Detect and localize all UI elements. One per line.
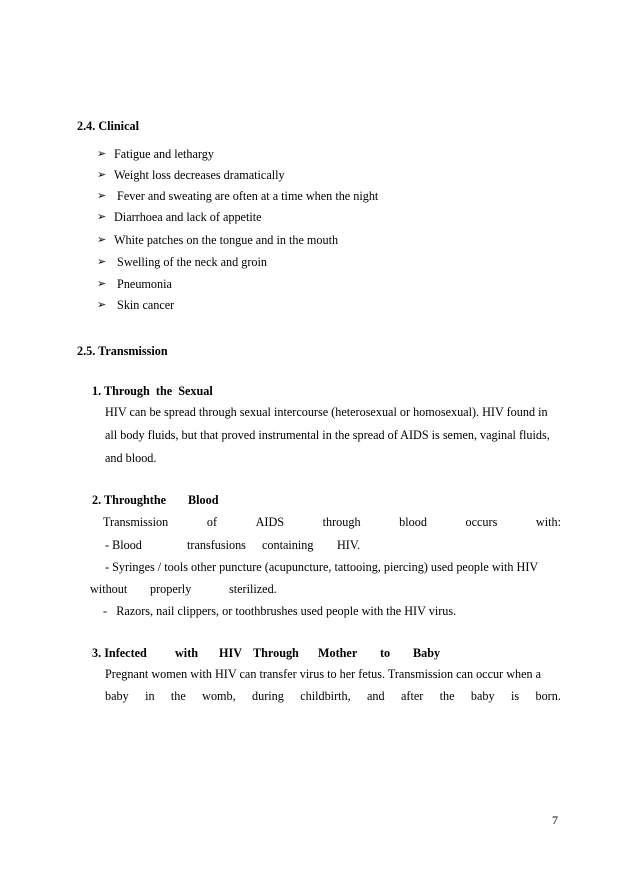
blood-list-item-2-word: properly <box>150 582 192 596</box>
blood-list-item-2-word: without <box>90 582 128 596</box>
word: womb, <box>202 689 236 703</box>
word: the <box>439 689 455 703</box>
blood-list-item-2-line-1: - Syringes / tools other puncture (acupuncture, tattooing, piercing) used people with HIV <box>105 560 539 574</box>
word: AIDS <box>255 515 285 529</box>
blood-list-item-1-word: - Blood <box>105 538 142 552</box>
subsection-heading-mother-word: Through <box>253 646 299 660</box>
paragraph-line: all body fluids, but that proved instrumental in the spread of AIDS is semen, vaginal fluids, <box>105 428 550 442</box>
blood-intro-line <box>103 515 561 530</box>
subsection-heading-mother-word: Baby <box>413 646 441 660</box>
word: blood <box>399 515 427 529</box>
word: Transmission <box>103 515 169 529</box>
word: after <box>400 689 424 703</box>
subsection-heading-mother-word: 3. Infected <box>92 646 147 660</box>
arrow-bullet-icon: ➢ <box>97 210 107 223</box>
list-item <box>97 188 378 204</box>
word: of <box>206 515 217 529</box>
list-item <box>97 232 338 248</box>
arrow-bullet-icon: ➢ <box>97 255 107 268</box>
list-item <box>97 209 262 225</box>
blood-list-item-3: - Razors, nail clippers, or toothbrushes used people with the HIV virus. <box>103 604 457 618</box>
word: childbirth, <box>300 689 351 703</box>
word: baby <box>470 689 495 703</box>
subsection-heading-blood-word-1: 2. Throughthe <box>92 493 167 507</box>
subsection-heading-mother-word: with <box>175 646 199 660</box>
word: baby <box>105 689 129 703</box>
list-item <box>97 297 174 313</box>
subsection-heading-mother-word: to <box>380 646 391 660</box>
list-item-text: Fever and sweating are often at a time when the night <box>114 189 379 203</box>
arrow-bullet-icon: ➢ <box>97 147 107 160</box>
subsection-heading-blood-word-2: Blood <box>188 493 219 507</box>
section-heading-transmission: 2.5. Transmission <box>77 344 168 358</box>
subsection-heading-mother-word: HIV <box>219 646 243 660</box>
blood-list-item-1-word: transfusions <box>187 538 246 552</box>
list-item <box>97 167 285 183</box>
subsection-heading-mother-word: Mother <box>318 646 358 660</box>
list-item-text: Weight loss decreases dramatically <box>114 168 285 182</box>
paragraph-line: Pregnant women with HIV can transfer virus to her fetus. Transmission can occur when a <box>105 667 542 681</box>
arrow-bullet-icon: ➢ <box>97 233 107 246</box>
list-item <box>97 146 214 162</box>
page-number: 7 <box>552 813 558 827</box>
word: with: <box>535 515 561 529</box>
word: through <box>322 515 361 529</box>
word: born. <box>535 689 561 703</box>
list-item-text: Pneumonia <box>114 277 172 291</box>
blood-list-item-1-word: containing <box>262 538 314 552</box>
list-item-text: White patches on the tongue and in the mouth <box>114 233 339 247</box>
list-item-text: Skin cancer <box>114 298 175 312</box>
arrow-bullet-icon: ➢ <box>97 298 107 311</box>
paragraph-line: and blood. <box>105 451 157 465</box>
arrow-bullet-icon: ➢ <box>97 189 107 202</box>
arrow-bullet-icon: ➢ <box>97 277 107 290</box>
list-item-text: Diarrhoea and lack of appetite <box>114 210 262 224</box>
list-item <box>97 254 267 270</box>
word: is <box>510 689 520 703</box>
list-item-text: Swelling of the neck and groin <box>114 255 267 269</box>
arrow-bullet-icon: ➢ <box>97 168 107 181</box>
paragraph-line: HIV can be spread through sexual intercourse (heterosexual or homosexual). HIV found in <box>105 405 548 419</box>
section-heading-clinical: 2.4. Clinical <box>77 119 139 133</box>
paragraph-line-justified <box>105 689 561 704</box>
list-item <box>97 276 172 292</box>
word: and <box>367 689 385 703</box>
word: the <box>170 689 186 703</box>
blood-list-item-1-word: HIV. <box>337 538 361 552</box>
list-item-text: Fatigue and lethargy <box>114 147 214 161</box>
word: in <box>145 689 155 703</box>
word: occurs <box>465 515 498 529</box>
subsection-heading-sexual: 1. Through the Sexual <box>92 384 213 398</box>
blood-list-item-2-word: sterilized. <box>229 582 277 596</box>
word: during <box>252 689 284 703</box>
